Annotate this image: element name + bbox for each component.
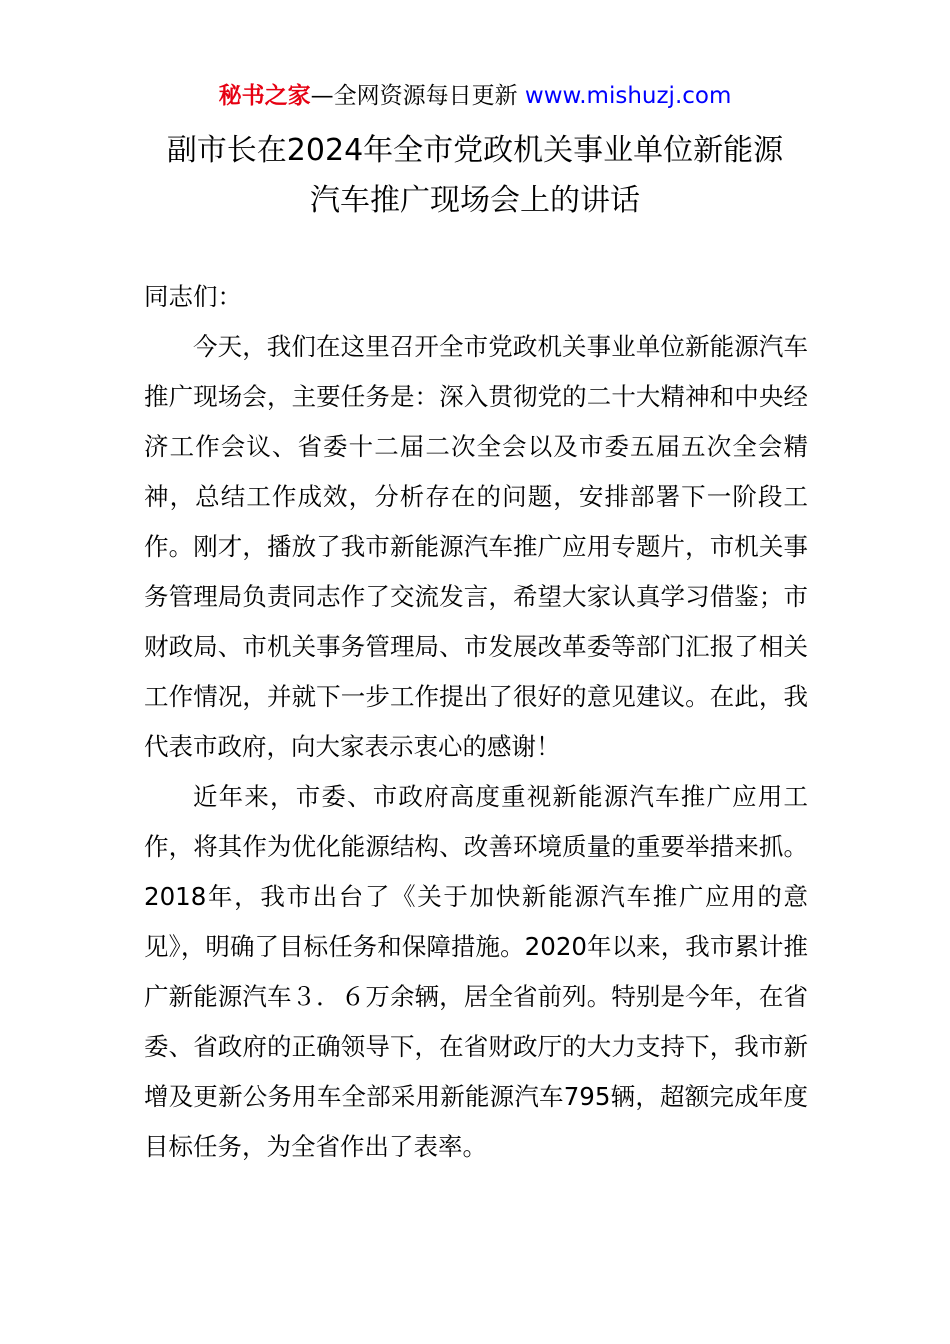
site-header: [0, 80, 950, 112]
document-title: [0, 126, 950, 226]
document-title-line-1: 副市长在2024年全市党政机关事业单位新能源: [166, 133, 784, 168]
site-url-link[interactable]: www.mishuzj.com: [524, 83, 732, 109]
site-tagline: —全网资源每日更新: [310, 83, 525, 109]
site-brand: 秘书之家: [218, 83, 311, 109]
salutation: 同志们：: [144, 282, 242, 311]
body-paragraph-2: 近年来，市委、市政府高度重视新能源汽车推广应用工作，将其作为优化能源结构、改善环境质量的重要举措来抓。2018年，我市出台了《关于加快新能源汽车推广应用的意见》，明确了目标任务和保障措施。2020年以来，我市累计推广新能源汽车３．６万余辆，居全省前列。特别是今年，在省委、省政府的正确领导下，在省财政厅的大力支持下，我市新增及更新公务用车全部采用新能源汽车795辆，超额完成年度目标任务，为全省作出了表率。: [144, 782, 808, 1161]
body-paragraph-1: 今天，我们在这里召开全市党政机关事业单位新能源汽车推广现场会，主要任务是：深入贯彻党的二十大精神和中央经济工作会议、省委十二届二次全会以及市委五届五次全会精神，总结工作成效，分析存在的问题，安排部署下一阶段工作。刚才，播放了我市新能源汽车推广应用专题片，市机关事务管理局负责同志作了交流发言，希望大家认真学习借鉴；市财政局、市机关事务管理局、市发展改革委等部门汇报了相关工作情况，并就下一步工作提出了很好的意见建议。在此，我代表市政府，向大家表示衷心的感谢！: [144, 332, 808, 761]
document-title-line-2: 汽车推广现场会上的讲话: [310, 183, 640, 218]
document-body: [144, 272, 808, 1172]
